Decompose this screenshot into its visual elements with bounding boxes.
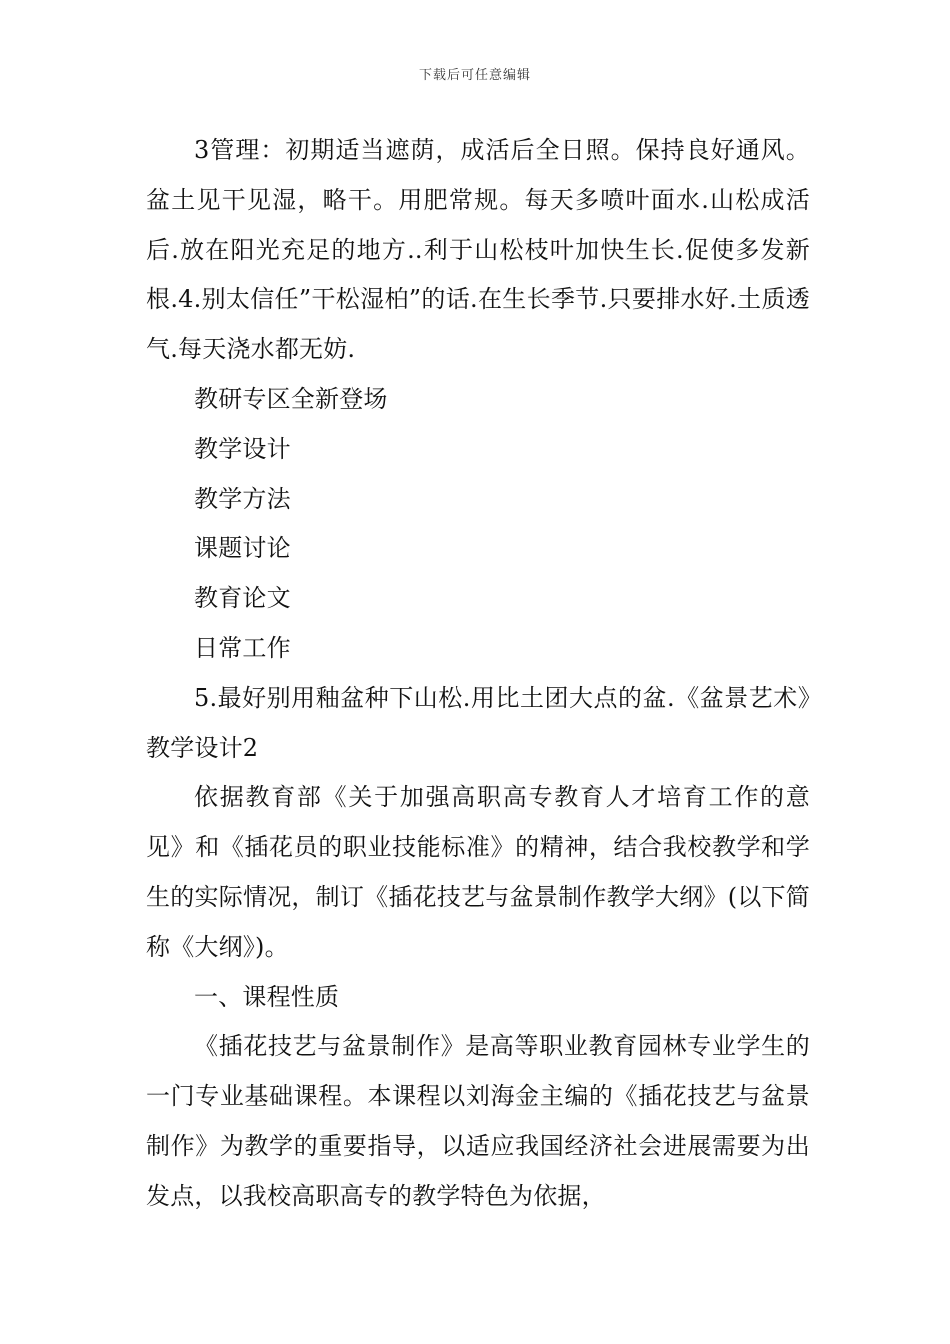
paragraph-course-description: 《插花技艺与盆景制作》是高等职业教育园林专业学生的一门专业基础课程。本课程以刘海金主编的《插花技艺与盆景制作》为教学的重要指导，以适应我国经济社会进展需要为出发点，以我校高职高专的教学特色为依据，: [146, 1032, 810, 1210]
paragraph-teaching-zone: 教研专区全新登场: [194, 384, 388, 413]
paragraph-pot-advice: 5.最好别用釉盆种下山松.用比土团大点的盆.《盆景艺术》教学设计2: [146, 683, 810, 762]
page-header: 下载后可任意编辑: [418, 68, 531, 83]
paragraph-management: 3管理：初期适当遮荫，成活后全日照。保持良好通风。盆土见干见湿，略干。用肥常规。每天多喷叶面水.山松成活后.放在阳光充足的地方..利于山松枝叶加快生长.促使多发新根.4.别太信任”干松湿柏”的话.在生长季节.只要排水好.土质透气.每天浇水都无妨.: [146, 136, 810, 364]
paragraph-teaching-design: 教学设计: [194, 434, 291, 463]
section-heading-course-nature: 一、课程性质: [194, 982, 340, 1011]
paragraph-basis: 依据教育部《关于加强高职高专教育人才培育工作的意见》和《插花员的职业技能标准》的精神，结合我校教学和学生的实际情况，制订《插花技艺与盆景制作教学大纲》(以下简称《大纲》)。: [146, 783, 810, 961]
document-body: [146, 126, 810, 1222]
paragraph-teaching-method: 教学方法: [194, 484, 291, 513]
paragraph-daily-work: 日常工作: [194, 633, 291, 662]
paragraph-education-paper: 教育论文: [194, 584, 291, 613]
paragraph-topic-discussion: 课题讨论: [194, 534, 291, 563]
